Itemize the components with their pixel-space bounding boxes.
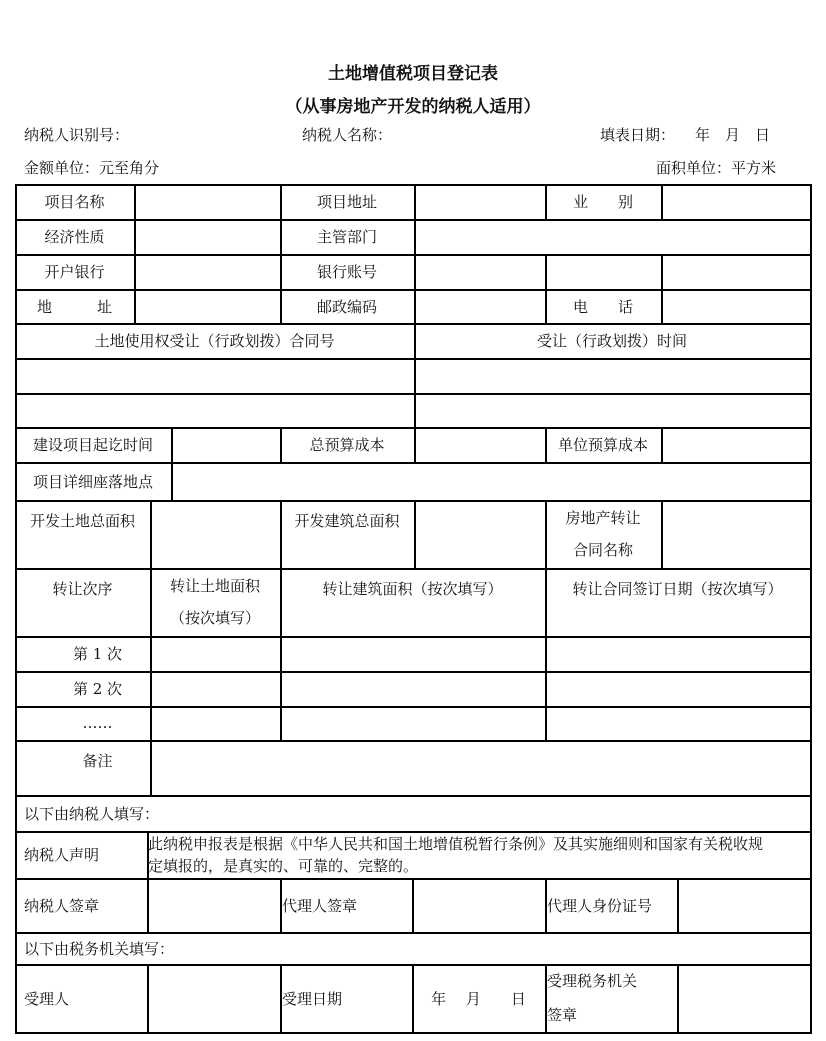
label-declaration: 纳税人声明 <box>24 846 100 864</box>
amount-unit: 金额单位：元至角分 <box>24 159 160 177</box>
label-agent-id: 代理人身份证号 <box>547 896 653 915</box>
label-transfer-order: 转让次序 <box>52 580 113 598</box>
label-address: 地 址 <box>36 297 112 316</box>
agent-seal-field[interactable] <box>414 880 545 932</box>
label-project-address: 项目地址 <box>316 193 377 211</box>
label-transfer-building-area: 转让建筑面积（按次填写） <box>322 580 503 598</box>
land-transfer-time-field-1[interactable] <box>416 360 810 393</box>
label-transfer-land-area <box>150 568 280 636</box>
transfer-row-1-label: 第 1 次 <box>72 645 123 663</box>
label-receiver: 受理人 <box>24 989 70 1008</box>
transfer-row-more-label: …… <box>82 714 113 732</box>
label-transfer-land-area-line2: （按次填写） <box>169 609 260 627</box>
construction-period-field[interactable] <box>173 429 280 462</box>
taxpayer-seal-field[interactable] <box>149 880 280 932</box>
form-title: 土地增值税项目登记表 <box>328 64 498 84</box>
taxpayer-id-label: 纳税人识别号： <box>24 126 130 144</box>
address-field[interactable] <box>136 291 280 323</box>
label-project-location: 项目详细座落地点 <box>32 472 153 491</box>
industry-field[interactable] <box>663 186 810 219</box>
land-transfer-time-field-2[interactable] <box>416 395 810 427</box>
fill-date-value: 年 月 日 <box>695 126 771 144</box>
receiver-field[interactable] <box>149 966 280 1032</box>
label-transfer-land-area-line1: 转让土地面积 <box>169 577 260 595</box>
transfer-1-land-area-field[interactable] <box>152 638 280 671</box>
remarks-field[interactable] <box>152 742 810 795</box>
label-authority: 主管部门 <box>316 228 377 246</box>
label-bank: 开户银行 <box>44 263 105 281</box>
economic-nature-field[interactable] <box>136 221 280 254</box>
land-contract-no-field-1[interactable] <box>17 360 414 393</box>
label-total-budget: 总预算成本 <box>309 436 385 454</box>
total-land-area-field[interactable] <box>152 502 280 568</box>
office-seal-field[interactable] <box>679 966 810 1032</box>
project-location-field[interactable] <box>173 464 810 500</box>
total-building-area-field[interactable] <box>416 502 545 568</box>
area-unit: 面积单位：平方米 <box>656 159 777 177</box>
label-phone: 电 话 <box>572 297 633 316</box>
authority-field[interactable] <box>416 221 810 254</box>
label-postcode: 邮政编码 <box>316 297 377 316</box>
bank-account-field[interactable] <box>416 256 545 289</box>
label-remarks: 备注 <box>82 752 113 770</box>
total-budget-field[interactable] <box>416 429 545 462</box>
agent-id-field[interactable] <box>679 880 810 932</box>
phone-field[interactable] <box>663 291 810 323</box>
label-bank-account: 银行账号 <box>316 263 377 281</box>
bank-field[interactable] <box>136 256 280 289</box>
tax-office-section-heading: 以下由税务机关填写： <box>24 939 175 958</box>
label-total-building-area: 开发建筑总面积 <box>294 512 400 530</box>
label-land-transfer-time: 受让（行政划拨）时间 <box>536 332 687 350</box>
transfer-2-land-area-field[interactable] <box>152 673 280 706</box>
label-total-land-area: 开发土地总面积 <box>29 512 135 530</box>
taxpayer-section-heading: 以下由纳税人填写： <box>24 804 160 823</box>
fill-date-label: 填表日期： <box>600 126 676 144</box>
project-address-field[interactable] <box>416 186 545 219</box>
label-land-contract-no: 土地使用权受让（行政划拨）合同号 <box>94 332 335 350</box>
form-subtitle: （从事房地产开发的纳税人适用） <box>285 97 541 117</box>
transfer-1-building-area-field[interactable] <box>282 638 545 671</box>
land-contract-no-field-2[interactable] <box>17 395 414 427</box>
label-taxpayer-seal: 纳税人签章 <box>24 896 100 915</box>
label-contract-name-line1: 房地产转让 <box>565 509 641 527</box>
label-industry: 业 别 <box>572 193 633 211</box>
label-receive-date: 受理日期 <box>282 989 343 1008</box>
label-contract-name-line2: 合同名称 <box>572 541 633 559</box>
project-name-field[interactable] <box>136 186 280 219</box>
label-transfer-contract-date: 转让合同签订日期（按次填写） <box>572 580 783 598</box>
label-office-seal-line1: 受理税务机关 <box>547 972 638 990</box>
unit-budget-field[interactable] <box>663 429 810 462</box>
transfer-2-building-area-field[interactable] <box>282 673 545 706</box>
declaration-text-line1: 此纳税申报表是根据《中华人民共和国土地增值税暂行条例》及其实施细则和国家有关税收规 <box>148 835 764 853</box>
label-project-name: 项目名称 <box>44 193 105 211</box>
transfer-1-contract-date-field[interactable] <box>547 638 810 671</box>
transfer-row-2-label: 第 2 次 <box>72 680 123 698</box>
label-office-seal <box>545 964 677 1032</box>
label-unit-budget: 单位预算成本 <box>557 436 648 454</box>
label-agent-seal: 代理人签章 <box>282 896 358 915</box>
label-construction-period: 建设项目起讫时间 <box>32 436 153 454</box>
label-contract-name <box>545 500 661 568</box>
postcode-field[interactable] <box>416 291 545 323</box>
taxpayer-name-label: 纳税人名称： <box>302 126 393 144</box>
declaration-text-line2: 定填报的，是真实的、可靠的、完整的。 <box>148 857 419 875</box>
label-office-seal-line2: 签章 <box>547 1006 578 1024</box>
contract-name-field[interactable] <box>663 502 810 568</box>
label-economic-nature: 经济性质 <box>44 228 105 246</box>
receive-date-value[interactable]: 年 月 日 <box>431 989 526 1008</box>
transfer-2-contract-date-field[interactable] <box>547 673 810 706</box>
